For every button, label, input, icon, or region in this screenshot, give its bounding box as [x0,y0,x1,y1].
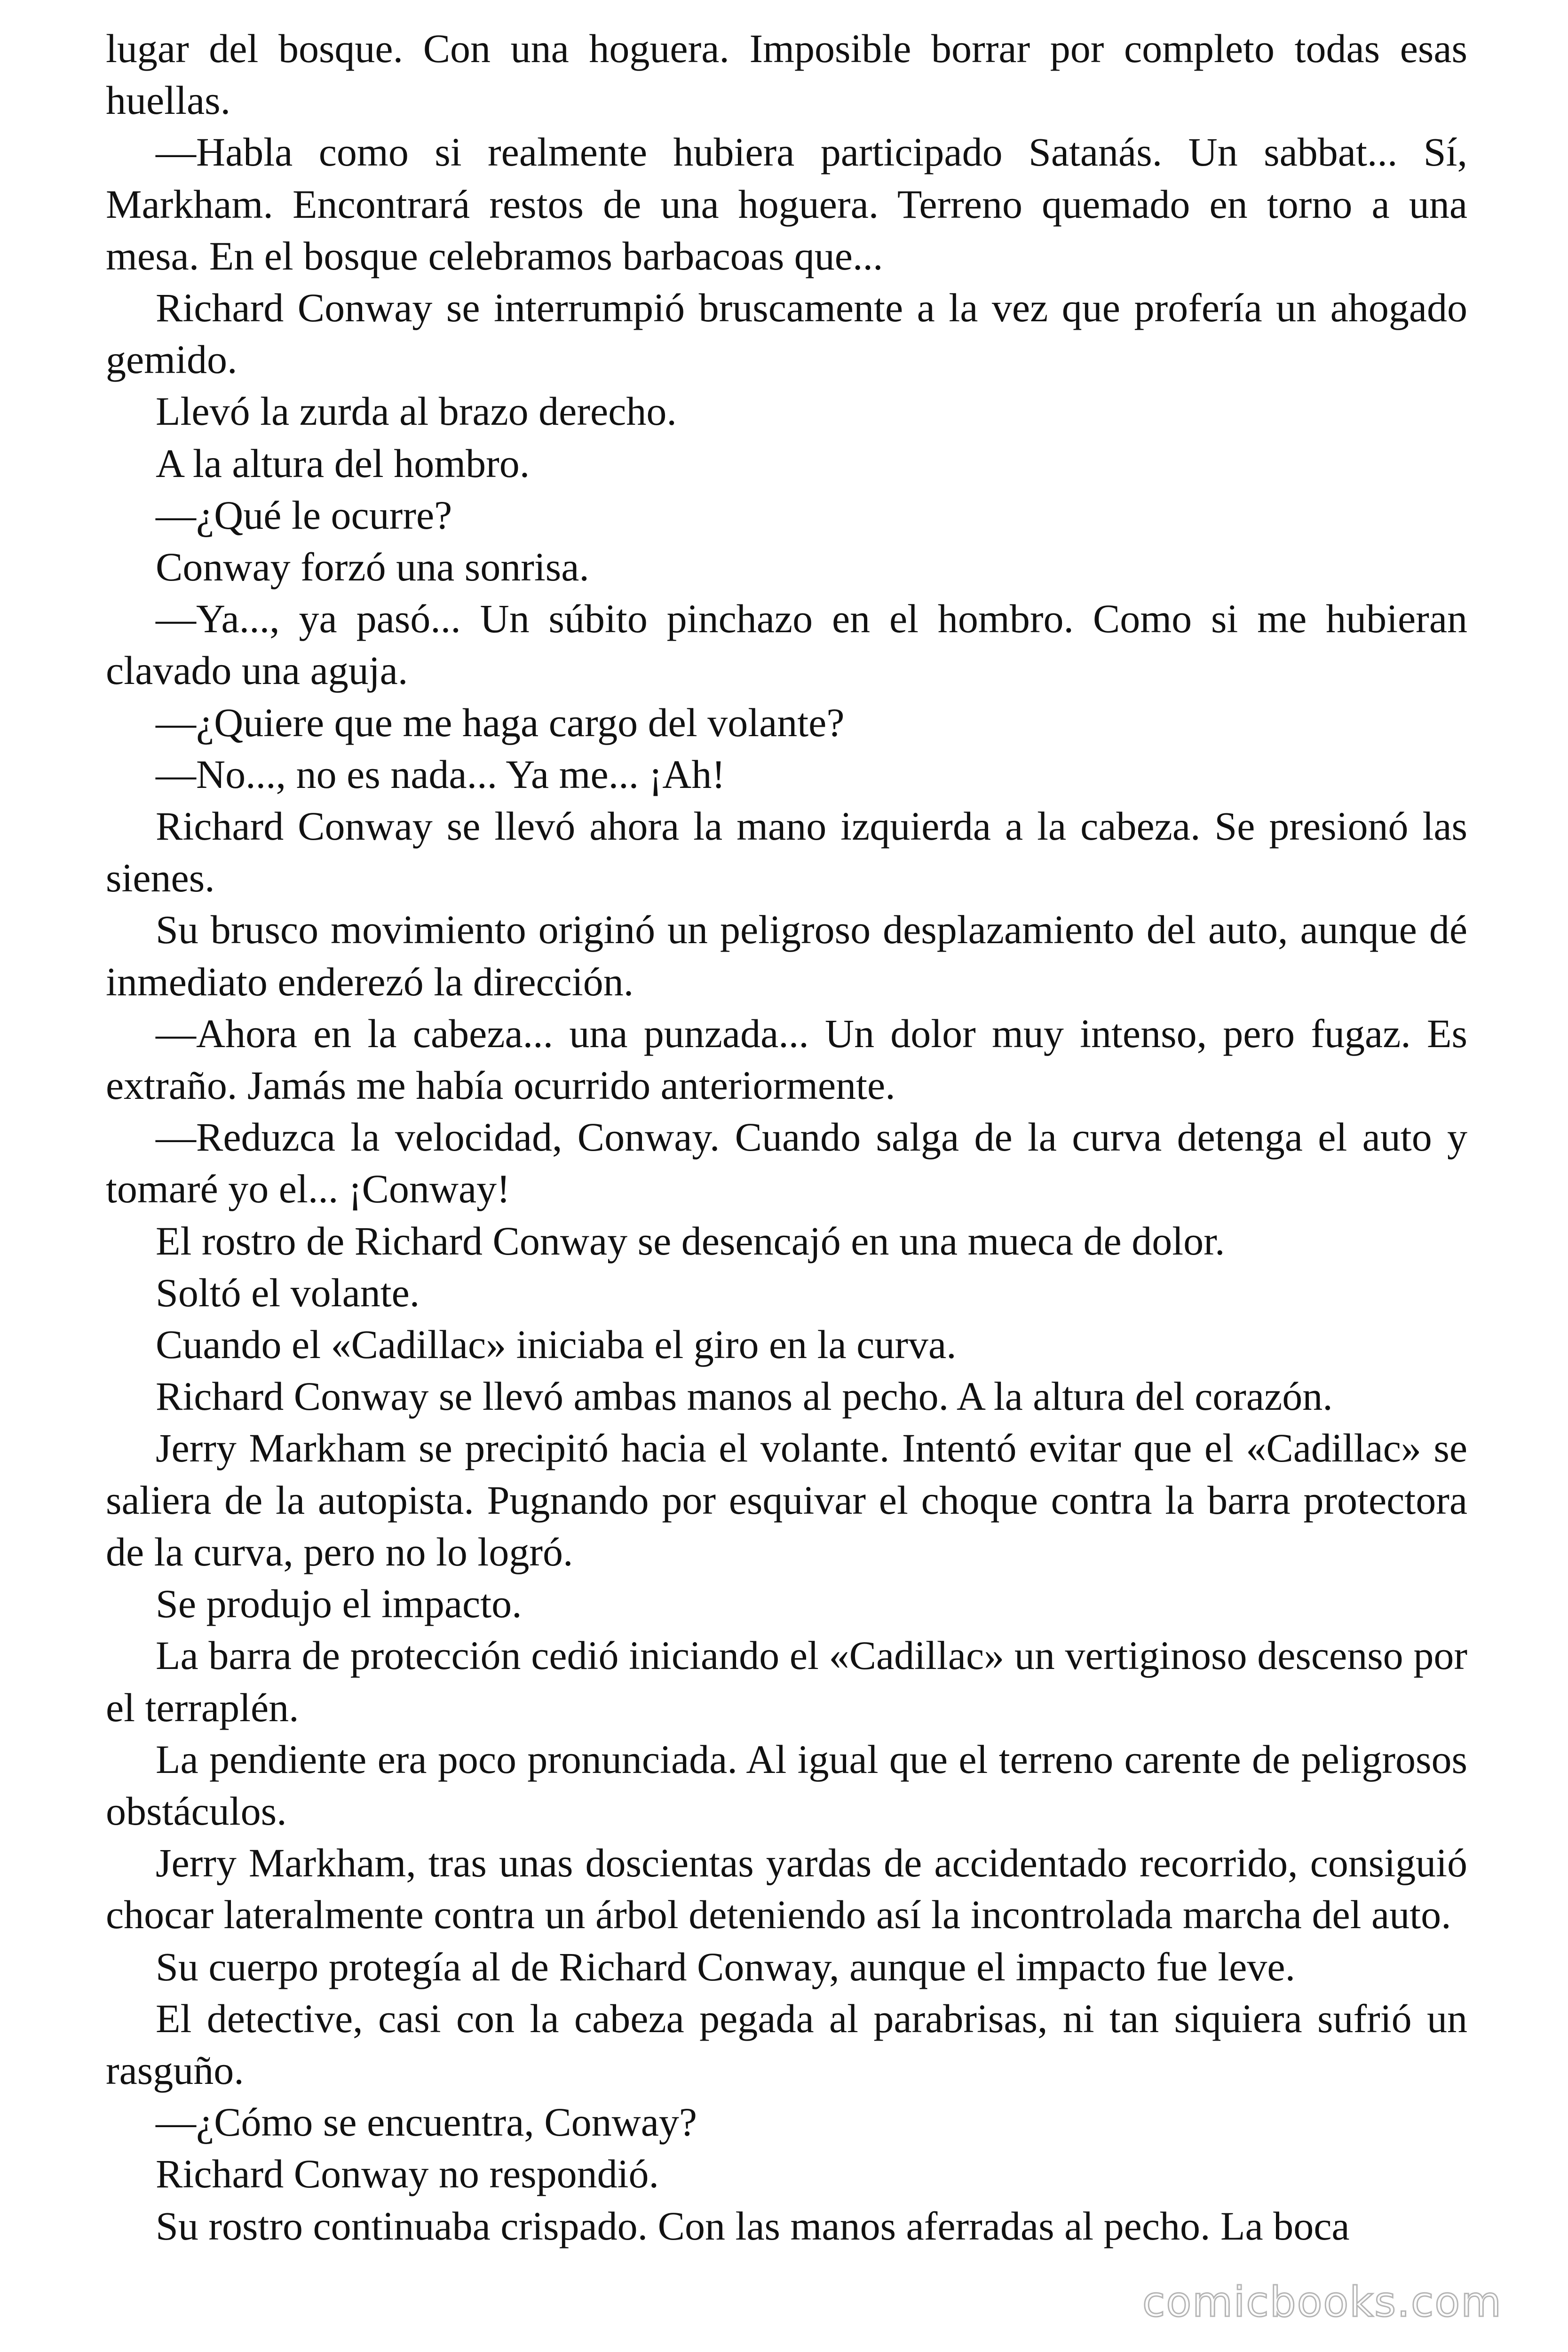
paragraph-9: —¿Quiere que me haga cargo del volante? [156,699,845,745]
paragraph-21: La barra de protección cedió iniciando el «Cadillac» un vertiginoso descenso por el terraplén. [106,1633,1467,1730]
paragraph-11: Richard Conway se llevó ahora la mano izquierda a la cabeza. Se presionó las sienes. [106,803,1467,901]
paragraph-7: Conway forzó una sonrisa. [156,544,589,590]
paragraph-28: Su rostro continuaba crispado. Con las manos aferradas al pecho. La boca [156,2203,1350,2249]
paragraph-22: La pendiente era poco pronunciada. Al igual que el terreno carente de peligrosos obstáculos. [106,1736,1467,1834]
paragraph-25: El detective, casi con la cabeza pegada al parabrisas, ni tan siquiera sufrió un rasguño. [106,1995,1467,2093]
book-page [106,23,1467,2328]
paragraph-19: Jerry Markham se precipitó hacia el volante. Intentó evitar que el «Cadillac» se saliera de la autopista. Pugnando por esquivar el choque contra la barra protectora de la curva, pero no lo logró. [106,1425,1467,1574]
paragraph-8: —Ya..., ya pasó... Un súbito pinchazo en el hombro. Como si me hubieran clavado una aguja. [106,596,1467,693]
paragraph-17: Cuando el «Cadillac» iniciaba el giro en la curva. [156,1322,957,1367]
paragraph-14: —Reduzca la velocidad, Conway. Cuando salga de la curva detenga el auto y tomaré yo el... ¡Conway! [106,1114,1467,1212]
paragraph-10: —No..., no es nada... Ya me... ¡Ah! [156,751,726,797]
paragraph-24: Su cuerpo protegía al de Richard Conway, aunque el impacto fue leve. [156,1944,1296,1989]
paragraph-6: —¿Qué le ocurre? [156,492,452,538]
paragraph-20: Se produjo el impacto. [156,1581,522,1627]
paragraph-18: Richard Conway se llevó ambas manos al pecho. A la altura del corazón. [156,1374,1333,1419]
paragraph-1: lugar del bosque. Con una hoguera. Imposible borrar por completo todas esas huellas. [106,26,1467,123]
paragraph-16: Soltó el volante. [156,1270,420,1315]
paragraph-15: El rostro de Richard Conway se desencajó en una mueca de dolor. [156,1218,1225,1263]
paragraph-13: —Ahora en la cabeza... una punzada... Un dolor muy intenso, pero fugaz. Es extraño. Jamás me había ocurrido anteriormente. [106,1010,1467,1108]
paragraph-27: Richard Conway no respondió. [156,2151,659,2197]
paragraph-26: —¿Cómo se encuentra, Conway? [156,2099,697,2145]
paragraph-4: Llevó la zurda al brazo derecho. [156,389,677,434]
watermark-logo: comicbooks.com [1142,2278,1502,2326]
paragraph-3: Richard Conway se interrumpió bruscamente a la vez que profería un ahogado gemido. [106,285,1467,382]
paragraph-12: Su brusco movimiento originó un peligroso desplazamiento del auto, aunque dé inmediato enderezó la dirección. [106,907,1467,1004]
paragraph-23: Jerry Markham, tras unas doscientas yardas de accidentado recorrido, consiguió chocar lateralmente contra un árbol deteniendo así la incontrolada marcha del auto. [106,1840,1467,1938]
paragraph-5: A la altura del hombro. [156,440,530,486]
paragraph-2: —Habla como si realmente hubiera participado Satanás. Un sabbat... Sí, Markham. Encontrará restos de una hoguera. Terreno quemado en torno a una mesa. En el bosque celebramos barbacoas que... [106,129,1467,278]
